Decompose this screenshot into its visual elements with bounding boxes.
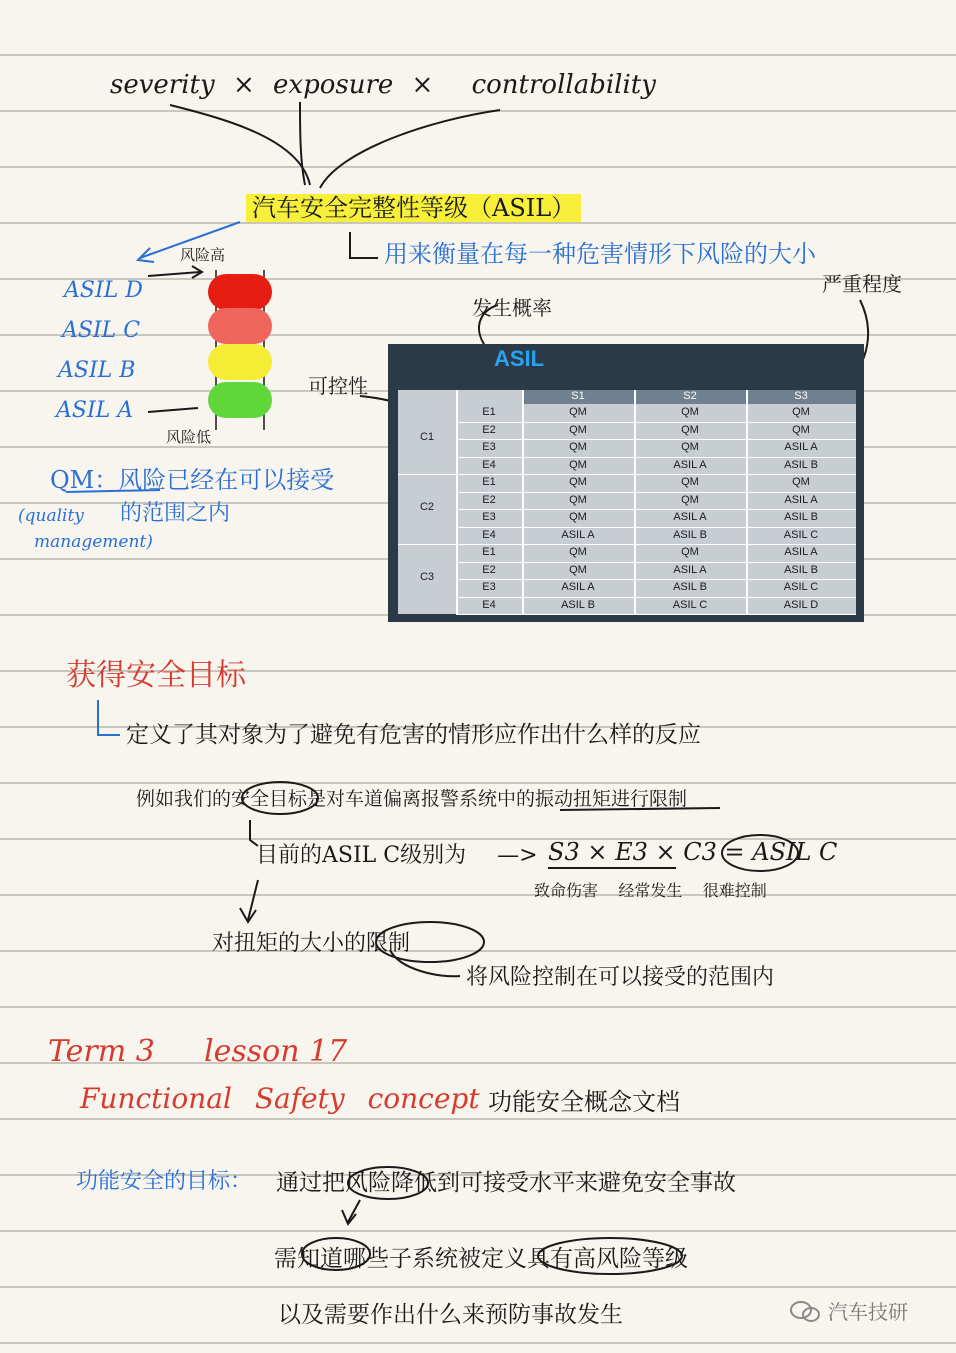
- formula-times-1: ×: [232, 70, 255, 100]
- table-cell: ASIL C: [672, 598, 708, 611]
- table-cell: QM: [681, 423, 699, 436]
- exposure-cell: E4: [482, 598, 496, 611]
- table-cell: ASIL C: [783, 528, 819, 541]
- safety-goal-arrow: —>: [497, 843, 538, 868]
- table-cell: ASIL B: [784, 511, 818, 523]
- formula-severity: severity: [110, 70, 215, 100]
- safety-goal-example: 例如我们的安全目标是对车道偏离报警系统中的振动扭矩进行限制: [136, 788, 688, 810]
- table-cell: ASIL A: [784, 546, 818, 558]
- exposure-cell: E3: [482, 441, 496, 453]
- safety-goal-level-text: 目前的ASIL C级别为 —>: [256, 843, 538, 868]
- lesson-number: lesson 17: [204, 1034, 348, 1069]
- goal-label: 功能安全的目标：: [76, 1169, 253, 1194]
- exposure-cell: E1: [482, 546, 496, 558]
- asil-table: [398, 390, 856, 614]
- exposure-cell: E3: [482, 511, 496, 523]
- level-asil-c: ASIL C: [62, 318, 141, 343]
- level-asil-a: ASIL A: [56, 398, 134, 423]
- safety-goal-notes: 致命伤害 经常发生 很难控制: [534, 881, 767, 900]
- safety-goal-definition: 定义了其对象为了避免有危害的情形应作出什么样的反应: [126, 722, 701, 748]
- qm-abbr-1: (quality: [18, 506, 84, 526]
- label-severity: 严重程度: [822, 272, 902, 296]
- group-c3: C3: [419, 571, 435, 583]
- table-cell: ASIL A: [673, 563, 707, 576]
- exposure-cell: E4: [482, 458, 496, 471]
- level-asil-d: ASIL D: [64, 278, 143, 303]
- table-cell: QM: [681, 441, 699, 453]
- table-cell: QM: [681, 476, 699, 488]
- label-probability: 发生概率: [472, 296, 552, 320]
- asil-table-title: ASIL: [494, 346, 545, 371]
- formula-times-2: ×: [411, 70, 434, 100]
- table-cell: QM: [681, 493, 699, 506]
- table-cell: ASIL A: [561, 528, 595, 541]
- safety-goal-formula: S3 × E3 × C3 = ASIL C: [548, 838, 838, 866]
- table-cell: QM: [569, 441, 587, 453]
- table-cell: ASIL D: [783, 598, 819, 611]
- light-yellow: [208, 344, 272, 380]
- table-cell: ASIL B: [673, 528, 707, 541]
- qm-abbr-2: management): [34, 532, 153, 552]
- group-c2: C2: [419, 501, 435, 513]
- wechat-icon: [790, 1299, 820, 1323]
- light-green: [208, 382, 272, 418]
- table-cell: ASIL A: [673, 511, 707, 523]
- lesson-title-cn: 功能安全概念文档: [488, 1088, 680, 1116]
- column-header-s2: S2: [634, 390, 746, 404]
- table-cell: QM: [792, 406, 810, 418]
- table-cell: QM: [681, 546, 699, 558]
- column-divider: [634, 390, 636, 614]
- exposure-cell: E2: [482, 563, 496, 576]
- goal-line3: 以及需要作出什么来预防事故发生: [278, 1302, 623, 1328]
- table-cell: QM: [569, 563, 587, 576]
- lesson-term: Term 3: [48, 1034, 155, 1069]
- table-cell: ASIL B: [561, 598, 595, 611]
- table-cell: QM: [569, 406, 587, 418]
- exposure-cell: E2: [482, 423, 496, 436]
- table-cell: QM: [681, 406, 699, 418]
- column-header-s1: S1: [522, 390, 634, 404]
- column-divider: [522, 390, 524, 614]
- table-cell: ASIL B: [673, 581, 707, 593]
- table-cell: QM: [569, 423, 587, 436]
- exposure-cell: E3: [482, 581, 496, 593]
- group-divider: [398, 544, 856, 545]
- column-divider: [746, 390, 748, 614]
- table-cell: ASIL A: [784, 493, 818, 506]
- qm-line2: 的范围之内: [120, 501, 231, 526]
- level-asil-b: ASIL B: [58, 358, 136, 383]
- group-divider: [398, 474, 856, 475]
- watermark-text: 汽车技研: [828, 1300, 908, 1324]
- table-cell: ASIL A: [561, 581, 595, 593]
- table-cell: QM: [569, 546, 587, 558]
- safety-goal-heading: 获得安全目标: [66, 658, 246, 693]
- table-cell: QM: [792, 423, 810, 436]
- table-cell: QM: [569, 493, 587, 506]
- light-light-red: [208, 308, 272, 344]
- exposure-cell: E1: [482, 406, 496, 418]
- watermark: [790, 1296, 908, 1325]
- safety-goal-control: 将风险控制在可以接受的范围内: [466, 965, 775, 990]
- table-cell: ASIL A: [784, 441, 818, 453]
- goal-line2: 需知道哪些子系统被定义具有高风险等级: [274, 1246, 688, 1272]
- table-cell: ASIL B: [784, 563, 818, 576]
- group-c1: C1: [419, 431, 435, 443]
- column-header-s3: S3: [746, 390, 856, 404]
- exposure-cell: E4: [482, 528, 496, 541]
- qm-note-line1: QM：风险已经在可以接受: [50, 466, 335, 494]
- risk-low-label: 风险低: [166, 428, 212, 446]
- asil-table-panel: [388, 344, 864, 622]
- formula-controllability: controllability: [471, 70, 656, 100]
- light-red: [208, 274, 272, 310]
- table-cell: QM: [569, 458, 587, 471]
- table-cell: QM: [569, 511, 587, 523]
- goal-text: 通过把风险降低到可接受水平来避免安全事故: [276, 1170, 736, 1196]
- row-divider: [456, 614, 856, 615]
- safety-goal-limit: 对扭矩的大小的限制: [212, 931, 411, 956]
- label-controllability: 可控性: [308, 374, 368, 398]
- exposure-cell: E1: [482, 476, 496, 488]
- qm-line1: 风险已经在可以接受: [118, 466, 335, 494]
- table-cell: QM: [792, 476, 810, 488]
- table-cell: QM: [569, 476, 587, 488]
- table-cell: ASIL B: [784, 458, 818, 471]
- asil-heading: 汽车安全完整性等级（ASIL）: [246, 188, 581, 223]
- table-cell: ASIL A: [673, 458, 707, 471]
- formula-line: [110, 70, 656, 100]
- asil-definition: 用来衡量在每一种危害情形下风险的大小: [384, 240, 816, 268]
- risk-high-label: 风险高: [180, 246, 226, 264]
- lesson-title: Functional Safety concept: [80, 1082, 480, 1115]
- table-cell: ASIL C: [783, 581, 819, 593]
- formula-exposure: exposure: [273, 70, 394, 100]
- qm-title: QM: [50, 466, 95, 494]
- column-divider: [456, 390, 458, 614]
- exposure-cell: E2: [482, 493, 496, 506]
